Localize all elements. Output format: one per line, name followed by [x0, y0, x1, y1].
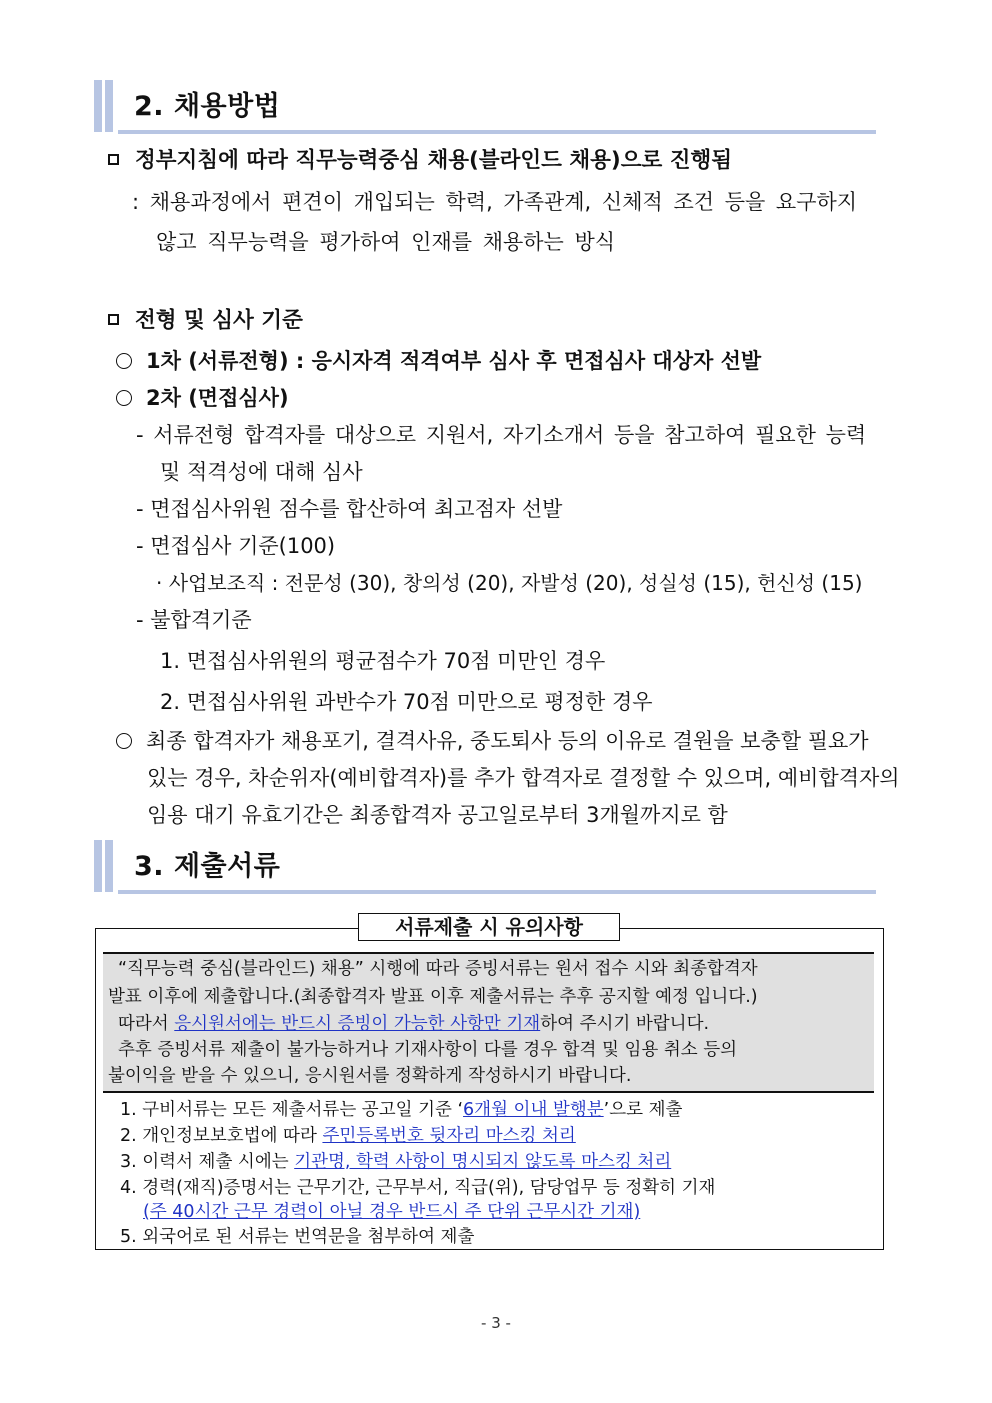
- final-note-line: 임용 대기 유효기간은 최종합격자 공고일로부터 3개월까지로 함: [147, 803, 728, 827]
- desc-line: : 채용과정에서 편견이 개입되는 학력, 가족관계, 신체적 조건 등을 요구하지: [132, 190, 858, 214]
- notice-text-part: 따라서: [118, 1014, 175, 1034]
- doc-item-underline: 6개월 이내 발행분: [463, 1100, 604, 1120]
- doc-item-text: 1. 구비서류는 모든 제출서류는 공고일 기준 ‘: [120, 1100, 464, 1120]
- square-bullet-icon: [108, 154, 119, 165]
- header-underline: [118, 130, 876, 134]
- bullet-text: 정부지침에 따라 직무능력중심 채용(블라인드 채용)으로 진행됨: [135, 148, 733, 173]
- doc-item-text: 3. 이력서 제출 시에는: [120, 1152, 295, 1172]
- stage-2-item: - 불합격기준: [136, 608, 252, 632]
- notice-text: 불이익을 받을 수 있으니, 응시원서를 정확하게 작성하시기 바랍니다.: [108, 1066, 632, 1086]
- bullet-blind-hiring: [108, 147, 732, 175]
- stage-2: [116, 384, 289, 412]
- notice-title: 서류제출 시 유의사항: [358, 913, 620, 941]
- section-3-title: 3. 제출서류: [134, 851, 281, 882]
- final-note-line: 있는 경우, 차순위자(예비합격자)를 추가 합격자로 결정할 수 있으며, 예비합격자의: [147, 766, 900, 790]
- doc-item-5: 5. 외국어로 된 서류는 번역문을 첨부하여 제출: [120, 1227, 475, 1247]
- doc-item-underline: 주민등록번호 뒷자리 마스킹 처리: [322, 1126, 576, 1146]
- doc-item-1: [120, 1098, 682, 1122]
- section-2-header: [94, 80, 876, 134]
- section-3-header: [94, 840, 876, 894]
- header-underline: [118, 890, 876, 894]
- final-note: [116, 727, 869, 755]
- stage-2-subitem: 1. 면접심사위원의 평균점수가 70점 미만인 경우: [160, 649, 606, 673]
- stage-text: 2차 (면접심사): [146, 386, 289, 410]
- final-text: 최종 합격자가 채용포기, 결격사유, 중도퇴사 등의 이유로 결원을 보충할 필요가: [146, 729, 869, 753]
- doc-item-text: ’으로 제출: [603, 1100, 683, 1120]
- header-accent-bar: [105, 80, 113, 132]
- circle-bullet-icon: [116, 390, 132, 406]
- stage-2-item: 및 적격성에 대해 심사: [160, 460, 363, 484]
- stage-2-item: - 서류전형 합격자를 대상으로 지원서, 자기소개서 등을 참고하여 필요한 능력: [136, 423, 867, 447]
- section-2-title: 2. 채용방법: [134, 91, 281, 122]
- notice-text: “직무능력 중심(블라인드) 채용” 시행에 따라 증빙서류는 원서 접수 시와 최종합격자: [118, 959, 758, 979]
- circle-bullet-icon: [116, 733, 132, 749]
- notice-text: 발표 이후에 제출합니다.(최종합격자 발표 이후 제출서류는 추후 공지할 예정 입니다.): [108, 987, 758, 1007]
- stage-2-item: - 면접심사 기준(100): [136, 534, 336, 558]
- stage-2-item: - 면접심사위원 점수를 합산하여 최고점자 선발: [136, 497, 563, 521]
- stage-1: [116, 347, 761, 375]
- bullet-screening-criteria: [108, 307, 303, 335]
- notice-underline-text: 응시원서에는 반드시 증빙이 가능한 사항만 기재: [174, 1014, 541, 1034]
- doc-item-underline: 기관명, 학력 사항이 명시되지 않도록 마스킹 처리: [294, 1152, 672, 1172]
- notice-text-part: 하여 주시기 바랍니다.: [540, 1014, 710, 1034]
- header-accent-bar: [94, 840, 102, 892]
- page-number: - 3 -: [481, 1314, 511, 1332]
- header-accent-bar: [94, 80, 102, 132]
- doc-item-text: 2. 개인정보보호법에 따라: [120, 1126, 323, 1146]
- header-accent-bar: [105, 840, 113, 892]
- doc-item-3: [120, 1150, 671, 1174]
- notice-text: [118, 1012, 709, 1036]
- desc-line: 않고 직무능력을 평가하여 인재를 채용하는 방식: [156, 230, 616, 254]
- doc-item-2: [120, 1124, 576, 1148]
- doc-item-4: 4. 경력(재직)증명서는 근무기간, 근무부서, 직급(위), 담당업무 등 정확히 기재: [120, 1178, 716, 1198]
- stage-text: 1차 (서류전형) : 응시자격 적격여부 심사 후 면접심사 대상자 선발: [146, 349, 762, 373]
- circle-bullet-icon: [116, 353, 132, 369]
- bullet-text: 전형 및 심사 기준: [135, 308, 303, 333]
- doc-item-4-note: (주 40시간 근무 경력이 아닐 경우 반드시 주 단위 근무시간 기재): [143, 1202, 641, 1222]
- square-bullet-icon: [108, 314, 119, 325]
- stage-2-subitem: 2. 면접심사위원 과반수가 70점 미만으로 평정한 경우: [160, 690, 653, 714]
- notice-text: 추후 증빙서류 제출이 불가능하거나 기재사항이 다를 경우 합격 및 임용 취소 등의: [118, 1040, 738, 1060]
- stage-2-subitem: · 사업보조직 : 전문성 (30), 창의성 (20), 자발성 (20), 성실성 (15), 헌신성 (15): [156, 571, 863, 595]
